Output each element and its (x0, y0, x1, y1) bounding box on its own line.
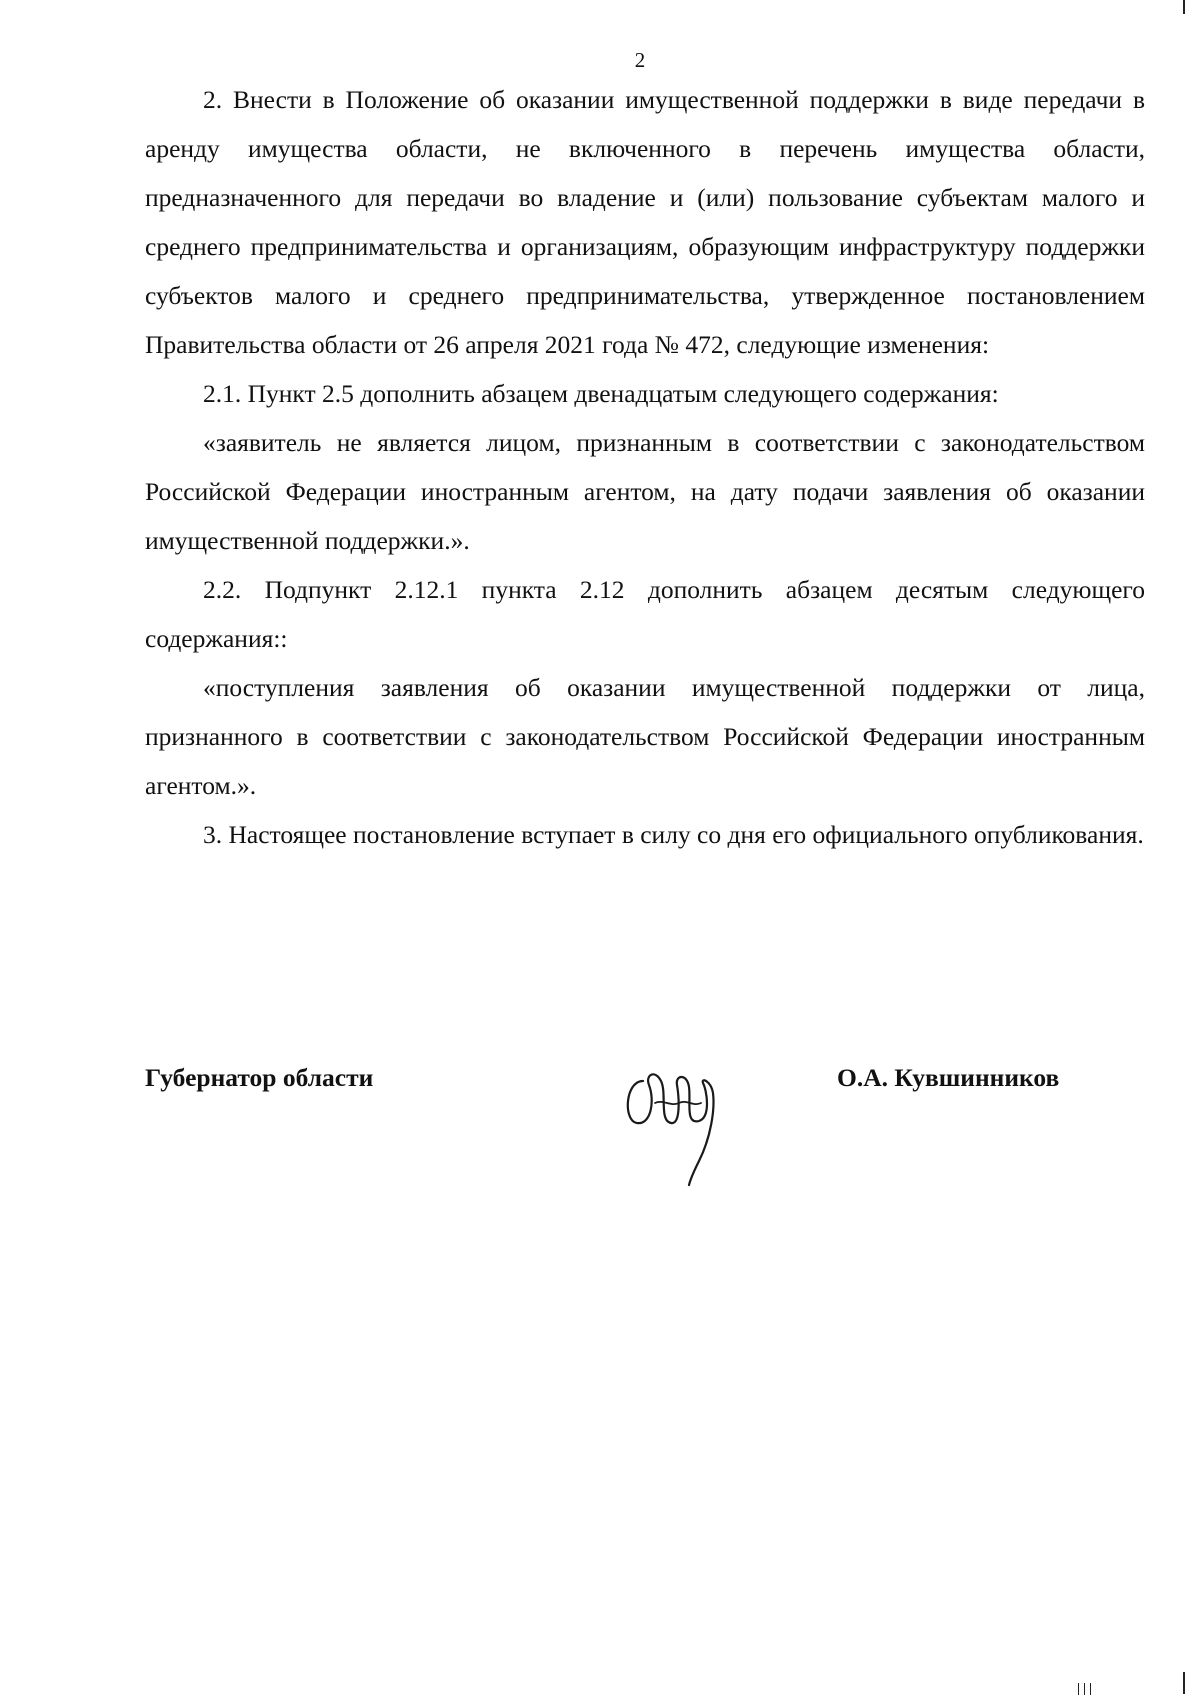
scan-edge-mark (1183, 0, 1185, 14)
scan-edge-mark (1084, 1683, 1085, 1695)
paragraph-item-2-2-text: «поступления заявления об оказании имущественной поддержки от лица, признанного в соответствии с законодательством Российской Федерации иностранным агентом.». (145, 673, 1145, 800)
document-body (145, 75, 1145, 859)
signatory-name: О.А. Кувшинников (837, 1063, 1060, 1092)
scan-edge-mark (1090, 1683, 1091, 1695)
signature-block (145, 1063, 1145, 1203)
paragraph-item-2-1-text: «заявитель не является лицом, признанным в соответствии с законодательством Российской Федерации иностранным агентом, на дату подачи заявления об оказании имущественной поддержки.». (145, 428, 1145, 555)
scan-edge-mark (1078, 1683, 1079, 1695)
handwritten-signature (615, 1041, 735, 1191)
paragraph-item-3: 3. Настоящее постановление вступает в силу со дня его официального опубликования. (203, 820, 1144, 849)
paragraph-amendment-intro: 2. Внести в Положение об оказании имущественной поддержки в виде передачи в аренду имущества области, не включенного в перечень имущества области, предназначенного для передачи во владение и (или) пользование субъектам малого и среднего предпринимательства и организациям, образующим инфраструктуру поддержки субъектов малого и среднего предпринимательства, утвержденное постановлением Правительства области от 26 апреля 2021 года № 472, следующие изменения: (145, 85, 1145, 359)
paragraph-item-2-2: 2.2. Подпункт 2.12.1 пункта 2.12 дополнить абзацем десятым следующего содержания:: (145, 575, 1145, 653)
scan-edge-mark (1183, 1672, 1185, 1694)
paragraph-item-2-1: 2.1. Пункт 2.5 дополнить абзацем двенадцатым следующего содержания: (203, 379, 999, 408)
signatory-position: Губернатор области (145, 1063, 374, 1092)
page-number: 2 (634, 48, 646, 72)
